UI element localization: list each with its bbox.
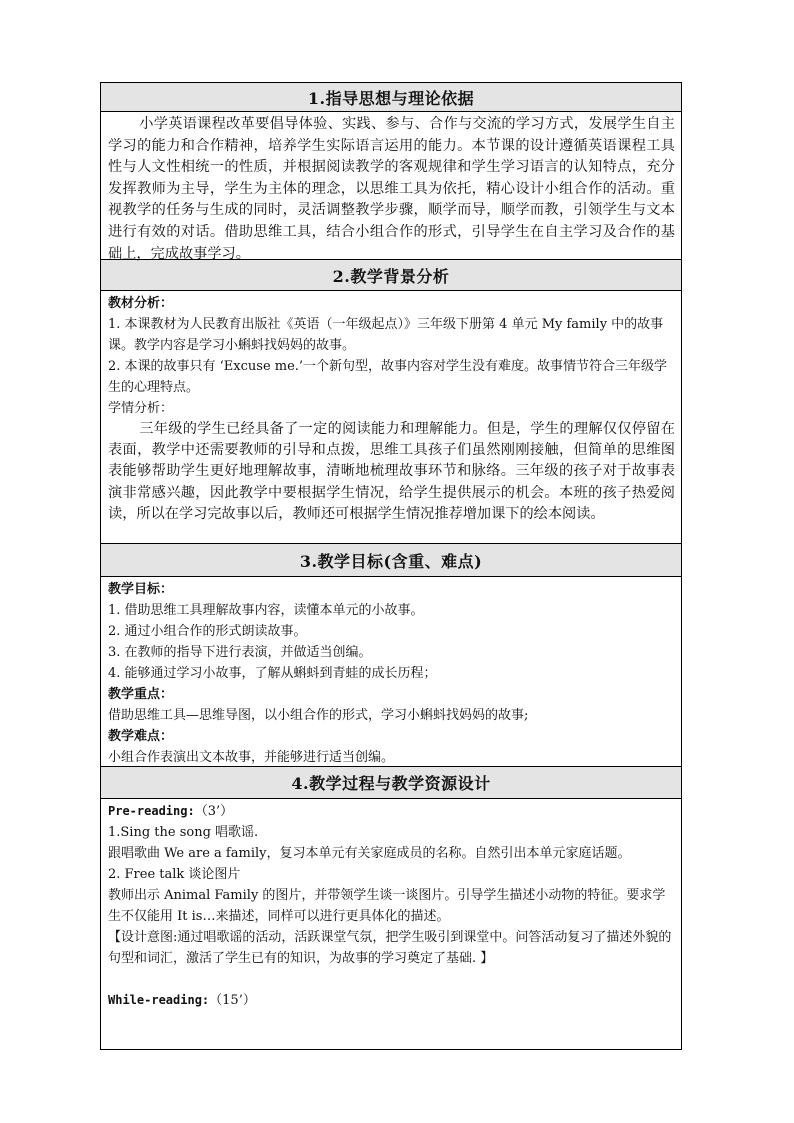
difficult-points-text: 小组合作表演出文本故事，并能够进行适当创编。 [108,750,395,765]
section-1-title: 1.指导思想与理论依据 [307,88,475,108]
spacer [108,969,675,990]
section-3-body [101,577,681,767]
lesson-plan-table [100,82,682,1050]
goals-label: 教学目标： [108,582,174,597]
step-1-description: 跟唱歌曲 We are a family，复习本单元有关家庭成员的名称。自然引出本单元家庭话题。 [108,846,631,861]
step-2-title: 2. Free talk 谈论图片 [108,867,241,882]
while-reading-label: While-reading: [108,993,210,1007]
material-analysis-item-1: 1. 本课教材为人民教育出版社《英语（一年级起点）》三年级下册第 4 单元 My family 中的故事课。教学内容是学习小蝌蚪找妈妈的故事。 [108,317,664,353]
section-4-heading [101,767,681,799]
section-3-title: 3.教学目标(含重、难点) [299,551,483,571]
key-points-text: 借助思维工具—思维导图，以小组合作的形式，学习小蝌蚪找妈妈的故事; [108,708,529,723]
step-1-title: 1.Sing the song 唱歌谣. [108,825,259,840]
guiding-philosophy-paragraph: 小学英语课程改革要倡导体验、实践、参与、合作与交流的学习方式，发展学生自主学习的能力和合作精神，培养学生实际语言运用的能力。本节课的设计遵循英语课程工具性与人文性相统一的性质，并根据阅读教学的客观规律和学生学习语言的认知特点，充分发挥教师为主导，学生为主体的理念，以思维工具为依托，精心设计小组合作的活动。重视教学的任务与生成的同时，灵活调整教学步骤，顺学而导，顺学而教，引领学生与文本进行有效的对话。借助思维工具，结合小组合作的形式，引导学生在自主学习及合作的基础上，完成故事学习。 [108,116,675,262]
section-1-heading [101,83,681,112]
material-analysis-item-2: 2. 本课的故事只有 ‘Excuse me.’一个新句型，故事内容对学生没有难度。故事情节符合三年级学生的心理特点。 [108,359,668,395]
goal-item-4: 4. 能够通过学习小故事，了解从蝌蚪到青蛙的成长历程； [108,666,437,681]
student-analysis-label: 学情分析： [108,401,174,416]
difficult-points-label: 教学难点： [108,729,174,744]
while-reading-time: （15’） [209,993,256,1008]
student-analysis-paragraph: 三年级的学生已经具备了一定的阅读能力和理解能力。但是，学生的理解仅仅停留在表面，教学中还需要教师的引导和点拨，思维工具孩子们虽然刚刚接触，但简单的思维图表能够帮助学生更好地理解故事，清晰地梳理故事环节和脉络。三年级的孩子对于故事表演非常感兴趣，因此教学中要根据学生情况，给学生提供展示的机会。本班的孩子热爱阅读，所以在学习完故事以后，教师还可根据学生情况推荐增加课下的绘本阅读。 [108,421,675,522]
goal-item-1: 1. 借助思维工具理解故事内容，读懂本单元的小故事。 [108,603,424,618]
pre-reading-line [108,801,675,822]
section-2-title: 2.教学背景分析 [332,266,450,286]
section-4-body [101,799,681,1049]
design-intent: 【设计意图:通过唱歌谣的活动，活跃课堂气氛，把学生吸引到课堂中。问答活动复习了描述外貌的句型和词汇，激活了学生已有的知识，为故事的学习奠定了基础. 】 [108,930,672,966]
section-2-body [101,291,681,544]
section-3-heading [101,544,681,577]
key-points-label: 教学重点： [108,687,174,702]
step-2-description: 教师出示 Animal Family 的图片，并带领学生谈一谈图片。引导学生描述小动物的特征。要求学生不仅能用 It is…来描述，同样可以进行更具体化的描述。 [108,888,666,924]
pre-reading-label: Pre-reading: [108,804,195,818]
goal-item-3: 3. 在教师的指导下进行表演，并做适当创编。 [108,645,372,660]
pre-reading-time: （3’） [194,804,234,819]
goal-item-2: 2. 通过小组合作的形式朗读故事。 [108,624,307,639]
material-analysis-label: 教材分析： [108,296,174,311]
section-1-body [101,112,681,260]
while-reading-line [108,990,675,1011]
section-4-title: 4.教学过程与教学资源设计 [291,774,491,793]
